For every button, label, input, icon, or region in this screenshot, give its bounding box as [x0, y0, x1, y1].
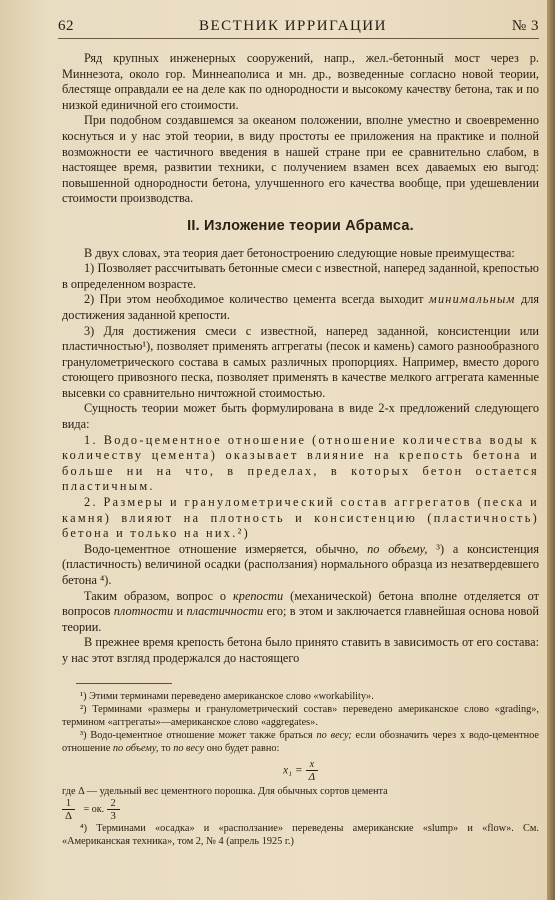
fn3-emphasis-volume: по объему, — [112, 743, 159, 755]
fn3-text-c: то — [161, 743, 171, 755]
wc-text-b: ³) а консистенция (пластичность) величиной осадки (расползания) нормального образца из незатвердевшего бетона ⁴). — [62, 541, 539, 587]
wc-text-a: Водо-цементное отношение измеряется, обычно, — [84, 541, 359, 556]
page-number: 62 — [58, 18, 74, 34]
law-2: 2. Размеры и гранулометрический состав аггрегатов (песка и камня) влияют на плотность и консистенцию (пластичность) бетона и только на них.²) — [62, 495, 539, 541]
wc-emphasis: по объему, — [367, 541, 428, 556]
section-heading: II. Изложение теории Абрамса. — [187, 217, 414, 234]
thus-emphasis-plasticity: пластичности — [186, 604, 264, 619]
advantage-2-text-b: для достижения заданной крепости. — [62, 292, 540, 322]
formula-x1 — [62, 759, 539, 783]
thus-emphasis-strength: крепости — [233, 588, 284, 603]
approx-equals: = ок. — [83, 804, 105, 816]
intro-paragraph-2: При подобном создавшемся за океаном положении, вполне уместно и своевременно коснуться и у нас этой теории, в виду простоты ее приложения на практике и полной возможности ее частичного введения в нашей стране при ее сравнительно слабом, в настоящее время, развитии техники, с получением взамен всех даваемых ею выгод: повышенной однородности бетона, улучшенного его качества вообще, при удешевлении стоимости производства. — [62, 113, 539, 206]
section-lead: В двух словах, эта теория дает бетоностроению следующие новые преимущества: — [84, 245, 515, 260]
book-spine-shadow — [547, 0, 555, 900]
theory-essence: Сущность теории может быть формулирована в виде 2-х предложений следующего вида: — [62, 401, 539, 432]
page-header — [58, 18, 539, 39]
footnote-3 — [62, 729, 539, 755]
thus-text-d: его; в этом и заключается главнейшая основа новой теории. — [62, 604, 539, 634]
formula-fraction — [306, 759, 318, 783]
footnotes — [62, 690, 539, 849]
approx-fraction-left — [62, 798, 75, 822]
thus-emphasis-density: плотности — [113, 604, 174, 619]
intro-paragraph-1: Ряд крупных инженерных сооружений, напр., жел.-бетонный мост через р. Миннезота, около гор. Миннеаполиса и мн. др., возведенные согласно новой теории, блестяще оправдали ее на деле как по однородности и высокому качеству бетона, так и по низкой единичной его стоимости. — [62, 51, 539, 112]
thus-text-b: (механической) бетона вполне отделяется от вопросов — [62, 588, 539, 619]
thus-text-c: и — [176, 604, 184, 619]
advantage-2-emphasis: минимальным — [428, 292, 516, 307]
fn3-text-a: ³) Водо-цементное отношение может также браться — [80, 730, 313, 742]
past-paragraph: В прежнее время крепость бетона было принято ставить в зависимость от его состава: у нас этот взгляд продержался до настоящего — [62, 635, 539, 665]
water-cement-paragraph — [62, 542, 539, 589]
advantage-1: 1) Позволяет рассчитывать бетонные смеси с известной, наперед заданной, крепостью в определенном возрасте. — [62, 261, 539, 291]
thus-paragraph — [62, 589, 539, 636]
formula-explanation — [62, 785, 539, 798]
fn3-emphasis-weight: по весу; — [316, 730, 352, 742]
approx-left-numerator: 1 — [62, 798, 75, 810]
thus-text-a: Таким образом, вопрос о — [84, 588, 227, 603]
advantage-3: 3) Для достижения смеси с известной, наперед заданной, консистенции или пластичностью¹), позволяет применять аггрегаты (песок и камень) самого разнообразного гранулометрического состава в самых различных пропорциях. Например, вместо дорого стоющего привозного песка, позволяет применять в качестве мелкого аггрегата каменные высевки со сравнительно ничтожной стоимостью. — [62, 323, 539, 400]
footnote-1: ¹) Этими терминами переведено американское слово «workability». — [80, 690, 374, 702]
footnote-2: ²) Терминами «размеры и гранулометрический состав» переведено американское слово «grading», термином «аггрегаты»—американское слово «aggregates». — [62, 703, 539, 728]
formula-denominator: Δ — [308, 770, 316, 783]
formula-numerator: x — [306, 759, 318, 771]
formula-where-text: где Δ — удельный вес цементного порошка. Для обычных сортов цемента — [62, 785, 388, 797]
approx-right-denominator: 3 — [110, 809, 116, 822]
fn3-emphasis-weight-2: по весу — [173, 743, 205, 755]
approx-ratio — [62, 798, 539, 822]
article-body — [62, 51, 539, 667]
journal-title: ВЕСТНИК ИРРИГАЦИИ — [198, 18, 387, 34]
approx-right-numerator: 2 — [107, 798, 120, 810]
advantage-2 — [62, 292, 539, 323]
approx-fraction-right — [107, 798, 120, 822]
approx-left-denominator: Δ — [64, 809, 73, 822]
issue-number: № 3 — [511, 18, 539, 34]
footnote-4: ⁴) Терминами «осадка» и «расползание» переведены американские «slump» и «flow». См. «Американская техника», том 2, № 4 (апрель 1925 г.) — [62, 822, 539, 847]
fn3-text-b: если обозначить через x водо-цементное отношение — [62, 730, 540, 755]
fn3-text-d: оно будет равно: — [206, 743, 280, 755]
formula-lhs: x₁ = — [282, 764, 303, 777]
advantage-2-text-a: 2) При этом необходимое количество цемента всегда выходит — [84, 292, 424, 307]
footnote-divider — [76, 683, 172, 684]
law-1: 1. Водо-цементное отношение (отношение количества воды к количеству цемента) оказывает влияние на крепость бетона и больше ни на что, в пределах, в которых бетон остается пластичным. — [62, 432, 539, 494]
